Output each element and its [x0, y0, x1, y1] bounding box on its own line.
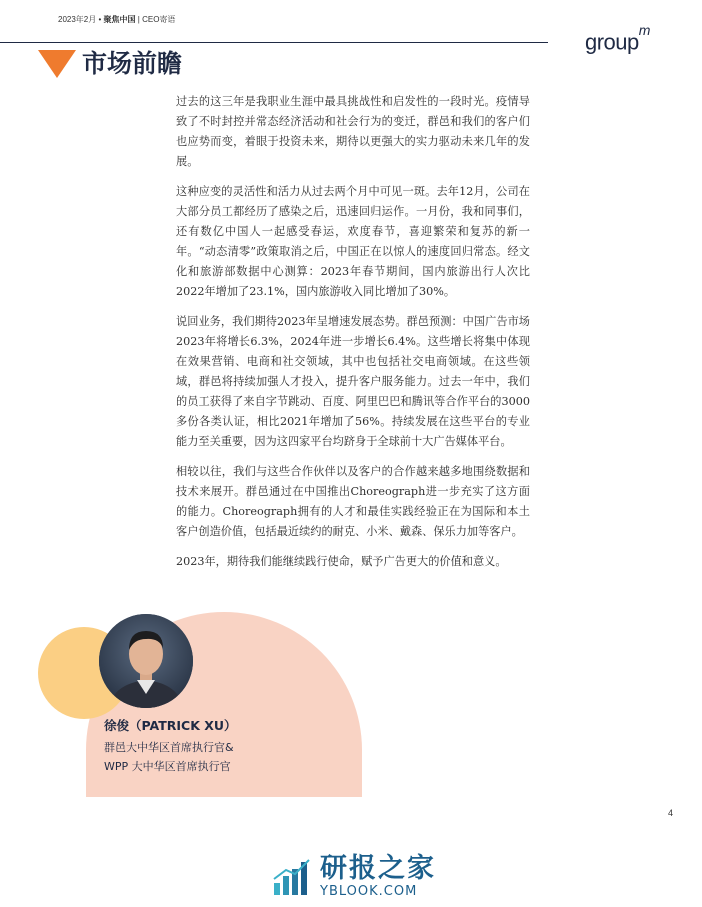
- paragraph: 相较以往，我们与这些合作伙伴以及客户的合作越来越多地围绕数据和技术来展开。群邑通过在中国推出Choreograph进一步充实了这方面的能力。Choreograph拥有的人才和最佳实践经验正在为国际和本土客户创造价值，包括最近续约的耐克、小米、戴森、保乐力加等客户。: [176, 465, 530, 538]
- logo-text: group: [585, 29, 639, 55]
- bar-chart-icon: [272, 857, 312, 897]
- groupm-logo: [585, 22, 650, 55]
- header-date: 2023年2月: [58, 15, 97, 24]
- portrait-icon: [99, 614, 193, 708]
- header-divider: |: [137, 15, 140, 24]
- header-breadcrumb: [58, 14, 175, 25]
- logo-suffix: m: [638, 22, 650, 38]
- avatar: [99, 614, 193, 708]
- article-body: [176, 92, 530, 582]
- page-title: 市场前瞻: [82, 49, 183, 78]
- speaker-role-line2: WPP 大中华区首席执行官: [104, 760, 231, 773]
- paragraph: 2023年，期待我们能继续践行使命，赋予广告更大的价值和意义。: [176, 555, 507, 568]
- paragraph: 这种应变的灵活性和活力从过去两个月中可见一斑。去年12月，公司在大部分员工都经历了感染之后，迅速回归运作。一月份，我和同事们，还有数亿中国人一起感受春运，欢度春节，喜迎繁荣和复苏的新一年。“动态清零”政策取消之后，中国正在以惊人的速度回归常态。经文化和旅游部数据中心测算：2023年春节期间，国内旅游出行人次比2022年增加了23.1%，国内旅游收入同比增加了30%。: [176, 185, 530, 298]
- watermark-url: YBLOOK.COM: [320, 884, 418, 899]
- watermark-title: 研报之家: [320, 853, 436, 884]
- paragraph: 过去的这三年是我职业生涯中最具挑战性和启发性的一段时光。疫情导致了不时封控并常态经济活动和社会行为的变迁，群邑和我们的客户们也应势而变，着眼于投资未来，期待以更强大的实力驱动未来几年的发展。: [176, 95, 530, 168]
- speaker-name: 徐俊（PATRICK XU）: [104, 718, 237, 733]
- header-rule: [0, 42, 548, 43]
- speaker-role-line1: 群邑大中华区首席执行官&: [104, 741, 234, 754]
- header-section: 聚焦中国: [103, 15, 136, 24]
- header-category: CEO寄语: [142, 15, 176, 24]
- page-number: 4: [668, 808, 674, 818]
- watermark: [272, 854, 436, 899]
- title-triangle-icon: [38, 50, 76, 78]
- header-separator: •: [98, 15, 102, 24]
- paragraph: 说回业务，我们期待2023年呈增速发展态势。群邑预测：中国广告市场2023年将增长6.3%，2024年进一步增长6.4%。这些增长将集中体现在效果营销、电商和社交领域，其中也包括社交电商领域。在这些领域，群邑将持续加强人才投入，提升客户服务能力。过去一年中，我们的员工获得了来自字节跳动、百度、阿里巴巴和腾讯等合作平台的3000多份各类认证，相比2021年增加了56%。持续发展在这些平台的专业能力至关重要，因为这四家平台均跻身于全球前十大广告媒体平台。: [176, 315, 530, 448]
